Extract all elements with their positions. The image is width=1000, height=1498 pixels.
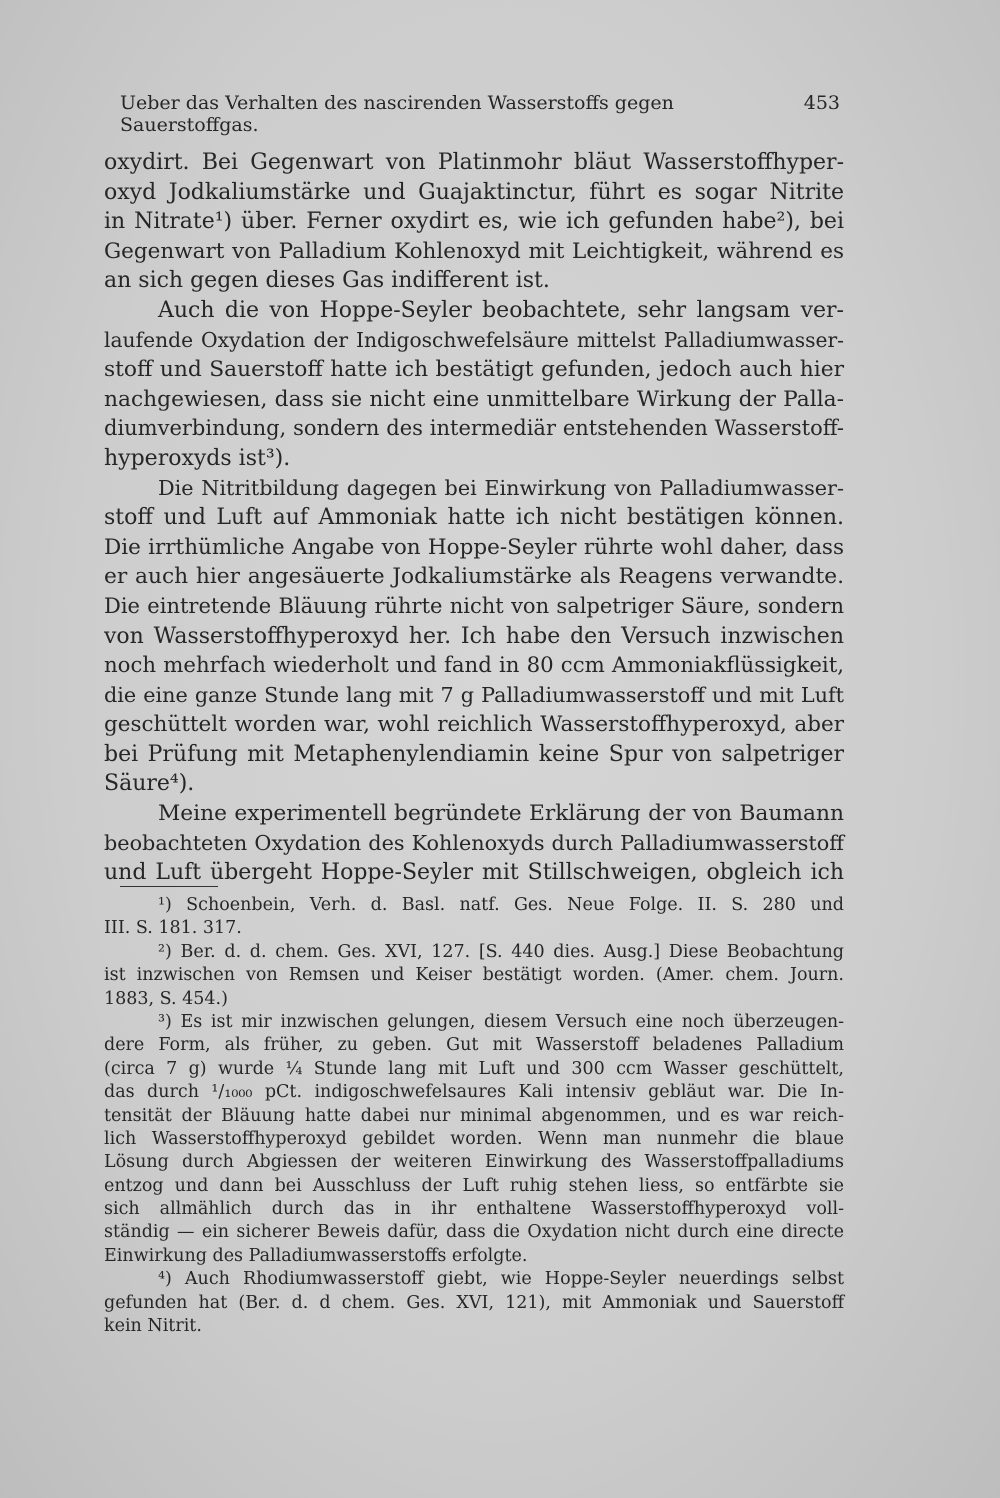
body-text-line: Die irrthümliche Angabe von Hoppe-Seyler rührte wohl daher, dass (104, 534, 844, 560)
body-text-line: Säure⁴). (104, 771, 195, 797)
body-text-line: stoff und Sauerstoff hatte ich bestätigt gefunden, jedoch auch hier (104, 357, 844, 383)
footnote-line: (circa 7 g) wurde ¼ Stunde lang mit Luft und 300 ccm Wasser geschüttelt, (104, 1058, 844, 1079)
footnote-line: Lösung durch Abgiessen der weiteren Einwirkung des Wasserstoffpalladiums (104, 1152, 844, 1173)
body-text-line: nachgewiesen, dass sie nicht eine unmittelbare Wirkung der Palla- (104, 386, 844, 412)
body-text-line: Auch die von Hoppe-Seyler beobachtete, sehr langsam ver- (158, 297, 844, 323)
body-text-line: diumverbindung, sondern des intermediär entstehenden Wasserstoff- (104, 416, 844, 441)
body-text-line: geschüttelt worden war, wohl reichlich Wasserstoffhyperoxyd, aber (104, 712, 844, 738)
body-text-line: in Nitrate¹) über. Ferner oxydirt es, wie ich gefunden habe²), bei (104, 209, 844, 235)
main-text (104, 148, 844, 888)
body-text-line: Die eintretende Bläuung rührte nicht von salpetriger Säure, sondern (104, 593, 844, 618)
body-text-line: Meine experimentell begründete Erklärung der von Baumann (158, 801, 844, 827)
footnote-line: ³) Es ist mir inzwischen gelungen, diesem Versuch eine noch überzeugen- (158, 1011, 844, 1032)
body-text-line: von Wasserstoffhyperoxyd her. Ich habe den Versuch inzwischen (104, 623, 844, 649)
footnote-line: entzog und dann bei Ausschluss der Luft ruhig stehen liess, so entfärbte sie (104, 1175, 844, 1196)
footnote-line: ist inzwischen von Remsen und Keiser bestätigt worden. (Amer. chem. Journ. (104, 965, 844, 986)
footnote-line: III. S. 181. 317. (104, 918, 242, 939)
footnote-line: Einwirkung des Palladiumwasserstoffs erfolgte. (104, 1245, 528, 1266)
body-text-line: noch mehrfach wiederholt und fand in 80 ccm Ammoniakflüssigkeit, (104, 653, 844, 679)
footnote-line: ¹) Schoenbein, Verh. d. Basl. natf. Ges. Neue Folge. II. S. 280 und (158, 895, 844, 915)
footnotes (104, 894, 844, 1338)
body-text-line: oxydirt. Bei Gegenwart von Platinmohr bläut Wasserstoffhyper- (104, 150, 844, 175)
body-text-line: Die Nitritbildung dagegen bei Einwirkung von Palladiumwasser- (158, 475, 844, 500)
body-text-line: bei Prüfung mit Metaphenylendiamin keine Spur von salpetriger (104, 741, 844, 767)
body-text-line: oxyd Jodkaliumstärke und Guajaktinctur, führt es sogar Nitrite (104, 179, 844, 205)
footnote-line: ⁴) Auch Rhodiumwasserstoff giebt, wie Hoppe-Seyler neuerdings selbst (158, 1269, 844, 1290)
footnote-line: kein Nitrit. (104, 1316, 202, 1337)
body-text-line: beobachteten Oxydation des Kohlenoxyds durch Palladiumwasserstoff (104, 830, 844, 855)
running-title: Ueber das Verhalten des nascirenden Wasserstoffs gegen Sauerstoffgas. (120, 92, 674, 136)
footnote-line: ²) Ber. d. d. chem. Ges. XVI, 127. [S. 440 dies. Ausg.] Diese Beobachtung (158, 941, 844, 962)
body-text-line: hyperoxyds ist³). (104, 445, 291, 471)
footnote-line: lich Wasserstoffhyperoxyd gebildet worden. Wenn man nunmehr die blaue (104, 1128, 844, 1149)
body-text-line: Gegenwart von Palladium Kohlenoxyd mit Leichtigkeit, während es (104, 238, 844, 264)
body-text-line: die eine ganze Stunde lang mit 7 g Palladiumwasserstoff und mit Luft (104, 682, 844, 707)
running-head (120, 92, 840, 136)
footnote-line: ständig — ein sicherer Beweis dafür, dass die Oxydation nicht durch eine directe (104, 1222, 844, 1243)
footnote-line: gefunden hat (Ber. d. d chem. Ges. XVI, 121), mit Ammoniak und Sauerstoff (104, 1292, 844, 1313)
body-text-line: er auch hier angesäuerte Jodkaliumstärke als Reagens verwandte. (104, 564, 844, 590)
footnote-line: tensität der Bläuung hatte dabei nur minimal abgenommen, und es war reich- (104, 1105, 844, 1126)
footnote-line: 1883, S. 454.) (104, 988, 228, 1009)
footnote-separator (120, 886, 218, 887)
footnote-line: das durch ¹/₁₀₀₀ pCt. indigoschwefelsaures Kali intensiv gebläut war. Die In- (104, 1082, 844, 1103)
page-number: 453 (803, 92, 840, 114)
footnote-line: dere Form, als früher, zu geben. Gut mit Wasserstoff beladenes Palladium (104, 1035, 844, 1056)
body-text-line: und Luft übergeht Hoppe-Seyler mit Stillschweigen, obgleich ich (104, 860, 844, 886)
body-text-line: an sich gegen dieses Gas indifferent ist. (104, 268, 550, 294)
body-text-line: stoff und Luft auf Ammoniak hatte ich nicht bestätigen können. (104, 505, 844, 531)
footnote-line: sich allmählich durch das in ihr enthaltene Wasserstoffhyperoxyd voll- (104, 1199, 844, 1220)
body-text-line: laufende Oxydation der Indigoschwefelsäure mittelst Palladiumwasser- (104, 327, 844, 352)
